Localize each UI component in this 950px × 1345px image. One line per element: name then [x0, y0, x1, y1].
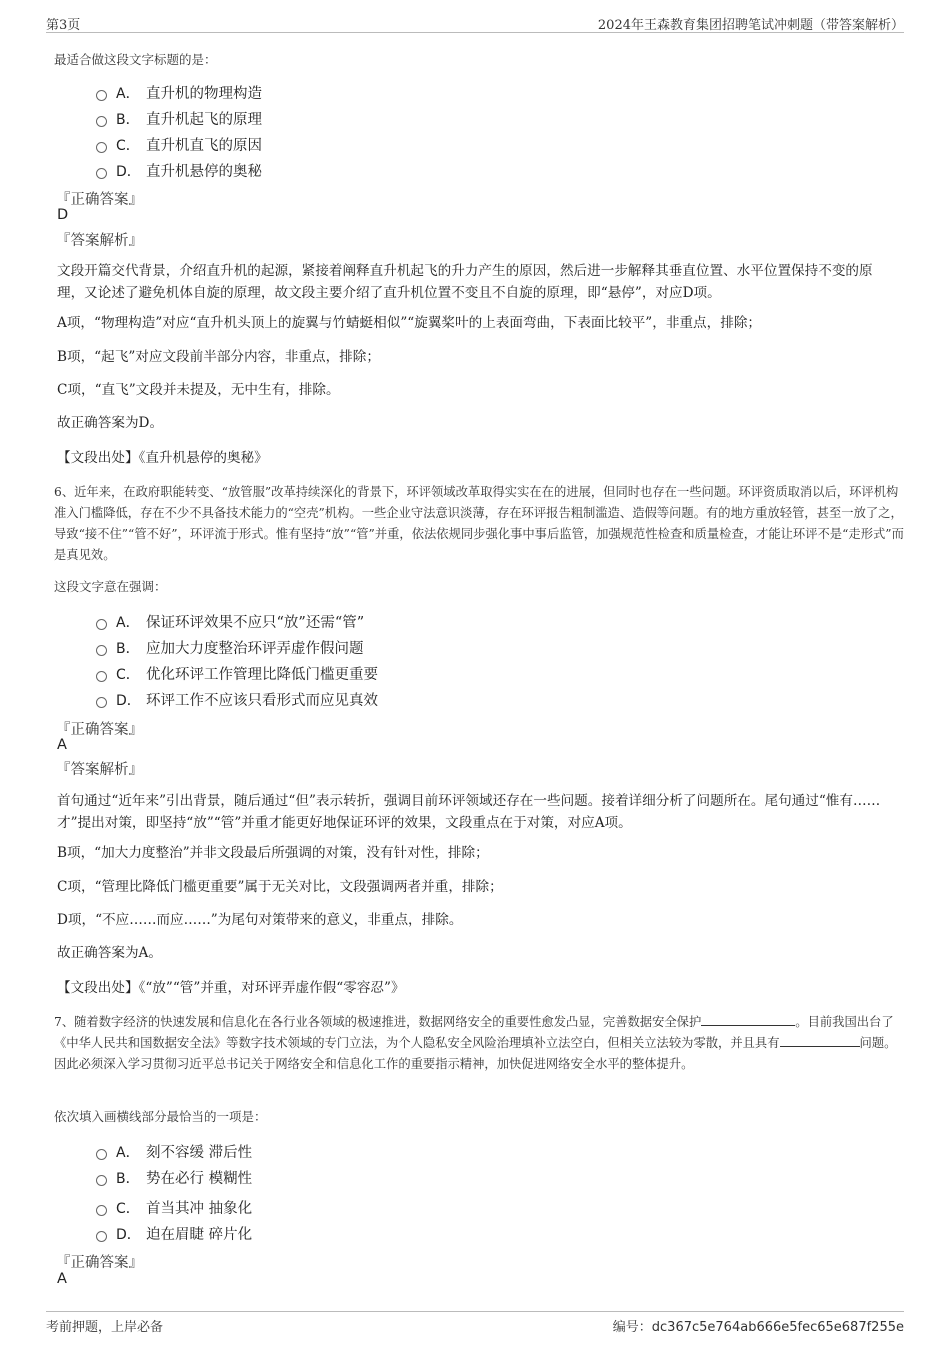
footer-slogan: 考前押题，上岸必备	[46, 1320, 164, 1335]
document-title: 2024年王森教育集团招聘笔试冲刺题（带答案解析）	[597, 18, 904, 33]
source-title: 《直升机悬停的奥秘》	[138, 450, 268, 466]
radio-icon[interactable]	[96, 619, 107, 630]
q6-source	[57, 976, 405, 996]
q6-analysis-p5: 故正确答案为A。	[57, 945, 162, 961]
q5-source	[57, 446, 268, 466]
source-label: 【文段出处】	[57, 450, 139, 466]
q5-answer-label: 『正确答案』	[56, 192, 143, 208]
q7-option-d[interactable]: D． 迫在眉睫 碎片化	[96, 1223, 252, 1245]
q5-option-c[interactable]: C． 直升机直飞的原因	[96, 134, 262, 156]
q6-option-b[interactable]: B． 应加大力度整治环评弄虚作假问题	[96, 637, 364, 659]
document-code: 编号：dc367c5e764ab666e5fec65e687f255e	[612, 1320, 904, 1335]
radio-icon[interactable]	[96, 1205, 107, 1216]
q5-option-b[interactable]: B． 直升机起飞的原理	[96, 108, 262, 130]
q7-option-c[interactable]: C． 首当其冲 抽象化	[96, 1197, 252, 1219]
q6-analysis-label: 『答案解析』	[56, 762, 143, 778]
q6-analysis-p1: 首句通过“近年来”引出背景，随后通过“但”表示转折，强调目前环评领域还存在一些问题。接着详细分析了问题所在。尾句通过“惟有……才”提出对策，即坚持“放”“管”并重才能更好地保证环评的效果，文段重点在于对策，对应A项。	[57, 793, 881, 831]
q7-prompt: 依次填入画横线部分最恰当的一项是：	[54, 1109, 267, 1124]
q6-analysis-p2: B项，“加大力度整治”并非文段最后所强调的对策，没有针对性，排除；	[57, 845, 489, 861]
q5-prompt: 最适合做这段文字标题的是：	[54, 52, 217, 67]
radio-icon[interactable]	[96, 645, 107, 656]
radio-icon[interactable]	[96, 168, 107, 179]
source-label: 【文段出处】	[57, 980, 139, 996]
q7-passage: 7、随着数字经济的快速发展和信息化在各行业各领域的极速推进，数据网络安全的重要性愈发凸显，完善数据安全保护 。目前我国出台了《中华人民共和国数据安全法》等数字技术领域的专门立法，为个人隐私安全风险治理填补立法空白，但相关立法较为零散，并且具有 问题。因此必须深入学习贯彻习近平总书记关于网络安全和信息化工作的重要指示精神，加快促进网络安全水平的整体提升。	[54, 1015, 897, 1071]
q7-answer: A	[57, 1271, 67, 1287]
radio-icon[interactable]	[96, 116, 107, 127]
radio-icon[interactable]	[96, 1149, 107, 1160]
q5-answer: D	[57, 207, 69, 223]
fill-blank-2	[780, 1034, 860, 1047]
q5-option-a[interactable]: A． 直升机的物理构造	[96, 82, 262, 104]
radio-icon[interactable]	[96, 697, 107, 708]
q6-analysis-p3: C项，“管理比降低门槛更重要”属于无关对比，文段强调两者并重，排除；	[57, 879, 503, 895]
q6-prompt: 这段文字意在强调：	[54, 579, 167, 594]
radio-icon[interactable]	[96, 142, 107, 153]
source-title: 《“放”“管”并重，对环评弄虚作假“零容忍”》	[138, 980, 405, 996]
q5-analysis-label: 『答案解析』	[56, 233, 143, 249]
q6-answer: A	[57, 737, 67, 753]
q7-option-a[interactable]: A． 刻不容缓 滞后性	[96, 1141, 252, 1163]
fill-blank-1	[701, 1013, 795, 1026]
page-footer	[46, 1311, 904, 1336]
q5-analysis-p3: B项，“起飞”对应文段前半部分内容，非重点，排除；	[57, 349, 380, 365]
q6-option-c[interactable]: C． 优化环评工作管理比降低门槛更重要	[96, 663, 378, 685]
q6-answer-label: 『正确答案』	[56, 722, 143, 738]
q5-option-d[interactable]: D． 直升机悬停的奥秘	[96, 160, 262, 182]
q5-analysis-p2: A项，“物理构造”对应“直升机头顶上的旋翼与竹蜻蜓相似”“旋翼桨叶的上表面弯曲，下表面比较平”，非重点，排除；	[57, 315, 762, 331]
q6-option-a[interactable]: A． 保证环评效果不应只“放”还需“管”	[96, 611, 364, 633]
q6-analysis-p4: D项，“不应……而应……”为尾句对策带来的意义，非重点，排除。	[57, 912, 463, 928]
q7-option-b[interactable]: B． 势在必行 模糊性	[96, 1167, 252, 1189]
q7-answer-label: 『正确答案』	[56, 1255, 143, 1271]
radio-icon[interactable]	[96, 90, 107, 101]
q5-analysis-p1: 文段开篇交代背景，介绍直升机的起源，紧接着阐释直升机起飞的升力产生的原因，然后进一步解释其垂直位置、水平位置保持不变的原理，又论述了避免机体自旋的原理，故文段主要介绍了直升机位置不变且不自旋的原理，即“悬停”，对应D项。	[57, 263, 873, 301]
page-header	[46, 12, 904, 33]
q5-analysis-p4: C项，“直飞”文段并未提及，无中生有，排除。	[57, 382, 340, 398]
page-number: 第3页	[46, 18, 81, 33]
q6-option-d[interactable]: D． 环评工作不应该只看形式而应见真效	[96, 689, 378, 711]
q6-passage: 6、近年来，在政府职能转变、“放管服”改革持续深化的背景下，环评领域改革取得实实在在的进展，但同时也存在一些问题。环评资质取消以后，环评机构准入门槛降低，存在不少不具备技术能力的“空壳”机构。一些企业守法意识淡薄，存在环评报告粗制滥造、造假等问题。有的地方重放轻管，甚至一放了之，导致“接不住”“管不好”，环评流于形式。惟有坚持“放”“管”并重，依法依规同步强化事中事后监管，加强规范性检查和质量检查，才能让环评不是“走形式”而是真见效。	[54, 485, 904, 562]
radio-icon[interactable]	[96, 1175, 107, 1186]
q5-analysis-p5: 故正确答案为D。	[57, 415, 164, 431]
radio-icon[interactable]	[96, 671, 107, 682]
radio-icon[interactable]	[96, 1231, 107, 1242]
